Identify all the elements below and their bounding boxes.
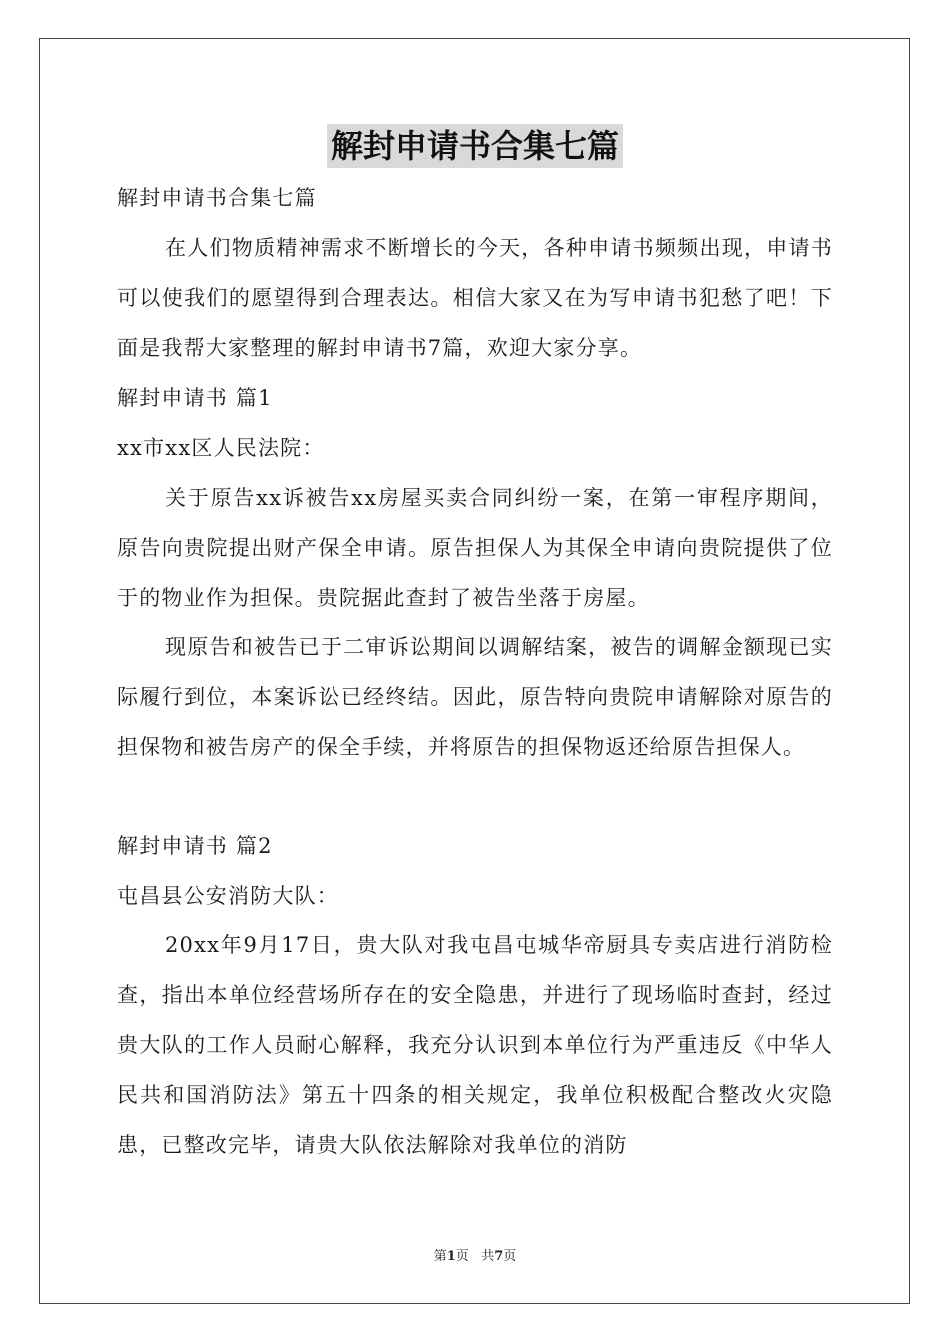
footer-prefix: 第	[433, 1249, 447, 1264]
addressee-1: xx市xx区人民法院：	[117, 436, 325, 460]
footer-total-pages: 7	[494, 1249, 504, 1264]
intro-paragraph: 在人们物质精神需求不断增长的今天，各种申请书频频出现，申请书可以使我们的愿望得到合理表达。相信大家又在为写申请书犯愁了吧！下面是我帮大家整理的解封申请书7篇，欢迎大家分享。	[117, 236, 833, 360]
section-heading-2: 解封申请书 篇2	[117, 834, 273, 858]
footer-middle: 页 共	[455, 1249, 495, 1264]
page-footer	[0, 1245, 950, 1264]
subtitle-line: 解封申请书合集七篇	[117, 186, 317, 210]
footer-page-number: 1	[446, 1249, 456, 1264]
document-title: 解封申请书合集七篇	[327, 124, 623, 168]
title-wrap	[0, 124, 950, 168]
body-paragraph: 关于原告xx诉被告xx房屋买卖合同纠纷一案，在第一审程序期间，原告向贵院提出财产保全申请。原告担保人为其保全申请向贵院提供了位于的物业作为担保。贵院据此查封了被告坐落于房屋。	[117, 486, 833, 610]
body-paragraph: 20xx年9月17日，贵大队对我屯昌屯城华帝厨具专卖店进行消防检查，指出本单位经营场所存在的安全隐患，并进行了现场临时查封，经过贵大队的工作人员耐心解释，我充分认识到本单位行为严重违反《中华人民共和国消防法》第五十四条的相关规定，我单位积极配合整改火灾隐患，已整改完毕，请贵大队依法解除对我单位的消防	[117, 933, 833, 1157]
section-heading-1: 解封申请书 篇1	[117, 386, 273, 410]
addressee-2: 屯昌县公安消防大队：	[117, 884, 339, 908]
body-paragraph: 现原告和被告已于二审诉讼期间以调解结案，被告的调解金额现已实际履行到位，本案诉讼已经终结。因此，原告特向贵院申请解除对原告的担保物和被告房产的保全手续，并将原告的担保物返还给原告担保人。	[117, 635, 833, 759]
footer-suffix: 页	[503, 1249, 517, 1264]
